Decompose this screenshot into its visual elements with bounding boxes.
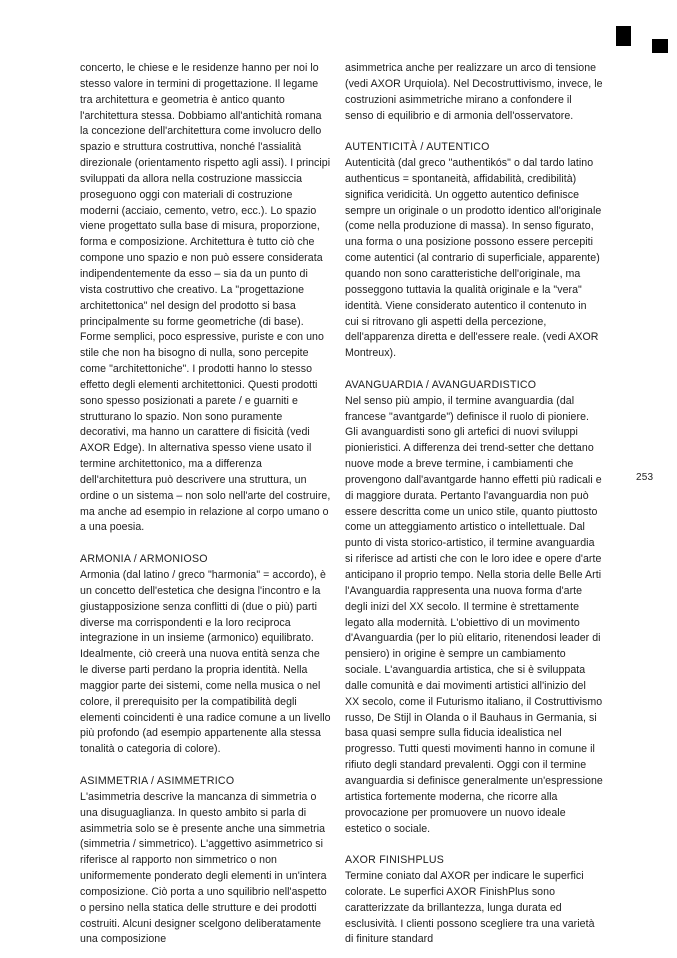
glossary-heading-autenticita: AUTENTICITÀ / AUTENTICO xyxy=(345,141,490,154)
glossary-heading-asimmetria: ASIMMETRIA / ASIMMETRICO xyxy=(80,774,235,787)
crop-mark xyxy=(616,26,631,46)
glossary-heading-avanguardia: AVANGUARDIA / AVANGUARDISTICO xyxy=(345,378,537,391)
glossary-paragraph-avanguardia: Nel senso più ampio, il termine avanguardia (dal francese "avantgarde") definisce il ruolo di pioniere. Gli avanguardisti sono gli artefici di nuovi sviluppi pionieristici. A differenza dei trend-setter che dettano nuove mode a breve termine, i cambiamenti che provengono dall'avantgarde hanno effetti più radicali e di maggiore durata. Pertanto l'avanguardia non può essere descritta come un unico stile, quanto piuttosto come un atteggiamento artistico o intellettuale. Dal punto di vista storico-artistico, il termine avanguardia si riferisce ad artisti che con le loro idee e opere d'arte anticipano il proprio tempo. Nella storia delle Belle Arti l'Avanguardia rappresenta una nuova forma d'arte degli inizi del XX secolo. Il termine è strettamente legato alla modernità. L'obiettivo di un movimento d'Avanguardia (per lo più elitario, ritenendosi leader di pensiero) in origine è sempre un cambiamento sociale. L'avanguardia artistica, che si è sviluppata dalle comunità e dai movimenti artistici all'inizio del XX secolo, come il Futurismo italiano, il Costruttivismo russo, De Stijl in Olanda o il Bauhaus in Germania, si basa quasi sempre sulla fiducia idealistica nel progresso. Tutti questi movimenti hanno in comune il rifiuto degli standard prevalenti. Oggi con il termine avanguardia si definisce generalmente un'espressione artistica fortemente moderna, che ricorre alla provocazione per promuovere un nuovo ideale estetico o sociale. xyxy=(345,394,603,835)
text-column-left xyxy=(80,61,331,948)
glossary-heading-armonia: ARMONIA / ARMONIOSO xyxy=(80,553,208,566)
crop-mark xyxy=(652,39,668,53)
glossary-paragraph-axor-finishplus: Termine coniato dal AXOR per indicare le superfici colorate. Le superfici AXOR FinishPlus sono caratterizzate da brillantezza, lunga durata ed esclusività. I clienti possono scegliere tra una varietà di finiture standard xyxy=(345,870,595,946)
text-column-right xyxy=(345,61,603,948)
glossary-paragraph-asimmetria-continued: asimmetrica anche per realizzare un arco di tensione (vedi AXOR Urquiola). Nel Decostruttivismo, invece, le costruzioni asimmetriche mirano a confondere il senso di equilibrio e di armonia dell'osservatore. xyxy=(345,62,603,122)
glossary-paragraph-concerto: concerto, le chiese e le residenze hanno per noi lo stesso valore in termini di progettazione. Il legame tra architettura e geometria è antico quanto l'architettura stessa. Dobbiamo all'antichità romana la concezione dell'architettura come involucro dello spazio e struttura costruttiva, nonché l'assialità direzionale (orientamento rispetto agli assi). I principi sviluppati da allora nella costruzione massiccia proseguono oggi con materiali di costruzione moderni (acciaio, cemento, vetro, ecc.). Lo spazio viene progettato sulla base di misura, proporzione, forma e composizione. Architettura è tutto ciò che compone uno spazio e non può essere considerata indipendentemente da esso – sia da un punto di vista costruttivo che creativo. La "progettazione architettonica" nel design del prodotto si basa principalmente su forme geometriche (di base). Forme semplici, poco espressive, puriste e con uno stile che non ha bisogno di nulla, sono percepite come "architettoniche". I prodotti hanno lo stesso effetto degli elementi architettonici. Questi prodotti sono spesso posizionati a parete / e guarniti e strutturano lo spazio. Non sono puramente decorativi, ma hanno un carattere di fisicità (vedi AXOR Edge). In alternativa spesso viene usato il termine architettonico, ma a differenza dell'architettura può descrivere una struttura, un ordine o un sistema – non solo nell'arte del costruire, ma anche ad esempio in relazione al corpo umano o a una poesia. xyxy=(80,62,331,534)
glossary-paragraph-asimmetria: L'asimmetria descrive la mancanza di simmetria o una disuguaglianza. In questo ambito si parla di asimmetria solo se è presente anche una simmetria (simmetria / simmetrico). L'aggettivo asimmetrico si riferisce al rapporto non simmetrico o non uniformemente ponderato degli elementi in un'intera composizione. Ciò porta a uno squilibrio nell'aspetto o persino nella statica delle strutture e dei prodotti costruiti. Alcuni designer scelgono deliberatamente una composizione xyxy=(80,790,327,946)
page-number: 253 xyxy=(636,472,654,483)
glossary-heading-axor-finishplus: AXOR FINISHPLUS xyxy=(345,854,445,867)
glossary-paragraph-armonia: Armonia (dal latino / greco "harmonia" = accordo), è un concetto dell'estetica che designa l'incontro e la giustapposizione senza conflitti di (due o più) parti diverse ma corrispondenti e la loro reciproca integrazione in un insieme (armonico) equilibrato. Idealmente, ciò creerà una nuova entità senza che le diverse parti perdano la propria identità. Nella maggior parte dei sistemi, come nella musica o nel colore, il prerequisito per la compatibilità degli elementi coincidenti è una radice comune a un livello più profondo (ad esempio appartenente alla stessa tonalità o categoria di colore). xyxy=(80,569,331,756)
glossary-paragraph-autenticita: Autenticità (dal greco "authentikós" o dal tardo latino authenticus = spontaneità, affidabilità, credibilità) significa veridicità. Un oggetto autentico definisce sempre un originale o un prodotto identico all'originale (come nella produzione di massa). In senso figurato, una forma o una posizione possono essere percepiti come autentici (al contrario di superficiale, apparente) quando non sono caratteristiche dell'originale, ma posseggono tuttavia la qualità originale e la "vera" identità. Viene considerato autentico il contenuto in cui si ritrovano gli aspetti della percezione, dell'apparenza diretta e dell'essere reale. (vedi AXOR Montreux). xyxy=(345,157,602,360)
